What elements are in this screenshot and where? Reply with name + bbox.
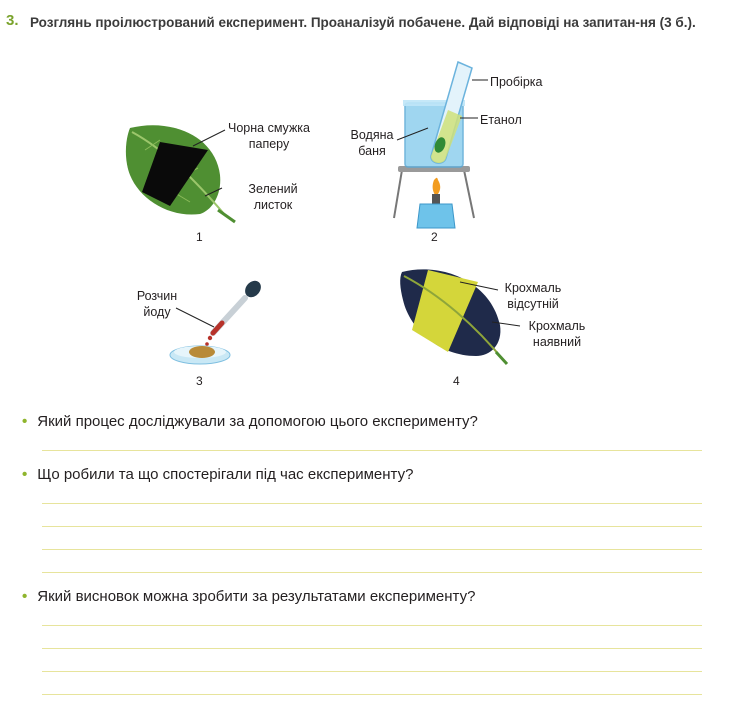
label-water-bath: Водяна баня xyxy=(350,128,394,158)
label-black-strip: Чорна смужка паперу xyxy=(228,121,310,151)
bullet-icon: • xyxy=(22,466,28,483)
answer-line[interactable] xyxy=(42,503,702,504)
bullet-icon: • xyxy=(22,588,28,605)
label-green-leaf: Зелений листок xyxy=(248,182,298,212)
answer-line[interactable] xyxy=(42,648,702,649)
bullet-icon: • xyxy=(22,413,28,430)
answer-line[interactable] xyxy=(42,694,702,695)
answer-line[interactable] xyxy=(42,526,702,527)
task-number: 3. xyxy=(6,12,19,29)
label-ethanol: Етанол xyxy=(480,113,522,127)
task-instruction: Розглянь проілюстрований експеримент. Проаналізуй побачене. Дай відповіді на запитан-ня (3 б.). xyxy=(30,15,696,30)
answer-line[interactable] xyxy=(42,625,702,626)
question-2 xyxy=(22,466,413,483)
answer-line[interactable] xyxy=(42,671,702,672)
figure-number-4: 4 xyxy=(453,374,460,388)
figure-number-1: 1 xyxy=(196,230,203,244)
answer-line[interactable] xyxy=(42,549,702,550)
answer-line[interactable] xyxy=(42,450,702,451)
green-leaf-with-black-strip xyxy=(126,125,235,222)
question-1-text: Який процес досліджували за допомогою цього експерименту? xyxy=(37,413,478,430)
answer-line[interactable] xyxy=(42,572,702,573)
question-3 xyxy=(22,588,475,605)
label-starch-absent: Крохмаль відсутній xyxy=(504,281,562,311)
label-starch-present: Крохмаль наявний xyxy=(528,319,586,349)
label-test-tube: Пробірка xyxy=(490,75,543,89)
figure-number-2: 2 xyxy=(431,230,438,244)
question-2-text: Що робили та що спостерігали під час експерименту? xyxy=(37,466,414,483)
question-3-text: Який висновок можна зробити за результатами експерименту? xyxy=(37,588,476,605)
figure-number-3: 3 xyxy=(196,374,203,388)
question-1 xyxy=(22,413,478,430)
water-bath-apparatus xyxy=(394,62,488,228)
label-iodine-solution: Розчин йоду xyxy=(136,289,178,319)
